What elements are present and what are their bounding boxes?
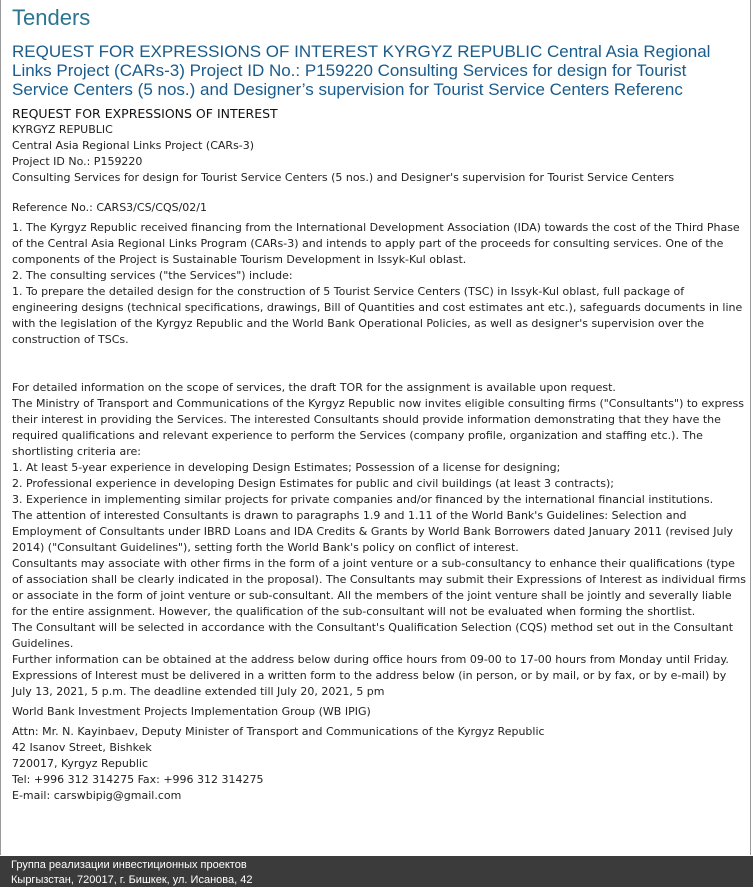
request-heading: REQUEST FOR EXPRESSIONS OF INTEREST xyxy=(12,106,278,121)
criteria-item-2: 2. Professional experience in developing Design Estimates for public and civil buildings (at least 3 contracts); xyxy=(12,477,614,490)
address-email[interactable]: E-mail: carswbipig@gmail.com xyxy=(12,789,182,802)
services-line: Consulting Services for design for Tourist Service Centers (5 nos.) and Designer's supervision for Tourist Service Centers xyxy=(12,171,675,184)
address-postal: 720017, Kyrgyz Republic xyxy=(12,757,149,770)
article-body xyxy=(12,106,747,804)
footer-org-name: Группа реализации инвестиционных проектов xyxy=(11,859,247,871)
address-attn: Attn: Mr. N. Kayinbaev, Deputy Minister of Transport and Communications of the Kyrgyz Republic xyxy=(12,725,545,738)
paragraph-invitation: The Ministry of Transport and Communications of the Kyrgyz Republic now invites eligible consulting firms ("Consultants") to express their interest in providing the Services. The interested Consultants should provide information demonstrating that they have the required qualifications and relevant experience to perform the Services (company profile, organization and staffing etc.). The shortlisting criteria are: xyxy=(12,397,744,458)
paragraph-office-hours: Further information can be obtained at the address below during office hours from 09-00 to 17-00 hours from Monday until Friday. xyxy=(12,653,729,666)
address-phone: Tel: +996 312 314275 Fax: +996 312 314275 xyxy=(12,773,264,786)
paragraph-design-scope: 1. To prepare the detailed design for the construction of 5 Tourist Service Centers (TSC) in Issyk-Kul oblast, full package of engineering designs (technical specifications, drawings, Bill of Quantities and cost estimates ant etc.), safeguards documents in line with the legislation of the Kyrgyz Republic and the World Bank Operational Policies, as well as designer's supervision over the construction of TSCs. xyxy=(12,285,743,346)
country-line: KYRGYZ REPUBLIC xyxy=(12,123,113,136)
page-title: Tenders xyxy=(12,5,91,30)
criteria-item-3: 3. Experience in implementing similar projects for private companies and/or financed by the international financial institutions. xyxy=(12,493,714,506)
organization-name: World Bank Investment Projects Implementation Group (WB IPIG) xyxy=(12,705,371,718)
paragraph-tor: For detailed information on the scope of services, the draft TOR for the assignment is available upon request. xyxy=(12,381,616,394)
paragraph-deadline: Expressions of Interest must be delivered in a written form to the address below (in person, or by mail, or by fax, or by e-mail) by July 13, 2021, 5 p.m. The deadline extended till July 20, 2021, 5 pm xyxy=(12,669,727,698)
article-title[interactable]: REQUEST FOR EXPRESSIONS OF INTEREST KYRGYZ REPUBLIC Central Asia Regional Links Project (CARs-3) Project ID No.: P159220 Consulting Services for design for Tourist Service Centers (5 nos.) and Designer’s supervision for Tourist Service Centers Referenc xyxy=(12,42,711,99)
reference-number: Reference No.: CARS3/CS/CQS/02/1 xyxy=(12,201,207,214)
site-footer xyxy=(0,856,753,887)
project-line: Central Asia Regional Links Project (CARs-3) xyxy=(12,139,255,152)
article xyxy=(12,4,747,804)
paragraph-financing: 1. The Kyrgyz Republic received financing from the International Development Association (IDA) towards the cost of the Third Phase of the Central Asia Regional Links Program (CARs-3) and intends to apply part of the proceeds for consulting services. One of the components of the Project is Sustainable Tourism Development in Issyk-Kul oblast. xyxy=(12,221,740,266)
paragraph-conflict-of-interest: The attention of interested Consultants is drawn to paragraphs 1.9 and 1.11 of the World Bank's Guidelines: Selection and Employment of Consultants under IBRD Loans and IDA Credits & Grants by World Bank Borrowers dated January 2011 (revised July 2014) ("Consultant Guidelines"), setting forth the World Bank's policy on conflict of interest. xyxy=(12,509,734,554)
address-street: 42 Isanov Street, Bishkek xyxy=(12,741,152,754)
paragraph-services-intro: 2. The consulting services ("the Services") include: xyxy=(12,269,293,282)
criteria-item-1: 1. At least 5-year experience in developing Design Estimates; Possession of a license for designing; xyxy=(12,461,561,474)
paragraph-joint-venture: Consultants may associate with other firms in the form of a joint venture or a sub-consultancy to enhance their qualifications (type of association shall be clearly indicated in the proposal). The Consultants may submit their Expressions of Interest as individual firms or associate in the form of joint venture or sub-consultant. All the members of the joint venture shall be jointly and severally liable for the entire assignment. However, the qualification of the sub-consultant will not be evaluated when forming the shortlist. xyxy=(12,557,746,618)
paragraph-selection-method: The Consultant will be selected in accordance with the Consultant's Qualification Selection (CQS) method set out in the Consultant Guidelines. xyxy=(12,621,734,650)
footer-address: Кыргызстан, 720017, г. Бишкек, ул. Исанова, 42 xyxy=(11,874,253,886)
project-id-line: Project ID No.: P159220 xyxy=(12,155,143,168)
